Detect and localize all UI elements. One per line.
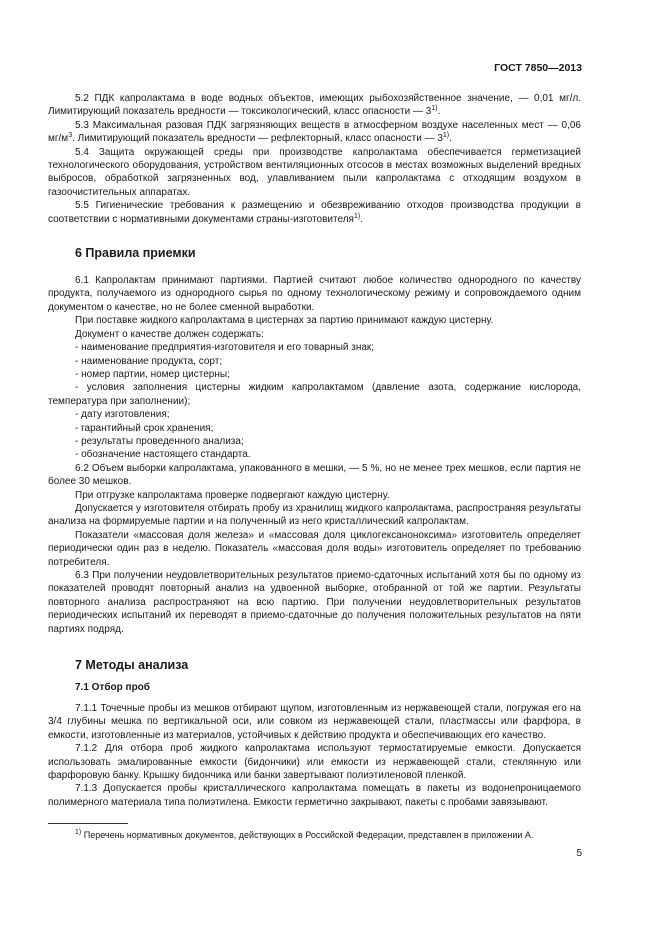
footnote-rule <box>48 823 128 824</box>
para-6-2-indicators: Показатели «массовая доля железа» и «массовая доля циклогексаноноксима» изготовитель определяет периодически один раз в неделю. Показатель «массовая доля воды» изготовитель определяет по требованию потребителя. <box>48 529 581 568</box>
list-item: - наименование продукта, сорт; <box>75 355 223 367</box>
footnote: $^{1)}$ Перечень нормативных документов, действующих в Российской Федерации, представлен в приложении А. <box>75 829 534 840</box>
list-item: - условия заполнения цистерны жидким капролактамом (давление азота, содержание кислорода, температура при заполнении); <box>48 382 581 407</box>
para-5-5: 5.5 Гигиенические требования к размещению и обезвреживанию отходов производства продукции в соответствии с нормативными документами страны-изготовителя$^{1)}$. <box>48 200 581 225</box>
para-7-1-1: 7.1.1 Точечные пробы из мешков отбирают щупом, изготовленным из нержавеющей стали, погружая его на 3/4 глубины мешка по вертикальной оси, или совком из нержавеющей стали, пластмассы или фарфора, в емкости, изготовленные из материалов, устойчивых к действию продукта и обеспечивающих его качество. <box>48 703 581 741</box>
para-5-4: 5.4 Защита окружающей среды при производстве капролактама обеспечивается герметизацией технологического оборудования, устройством вентиляционных отсосов в местах возможных выделений вредных выбросов, обработкой загрязненных вод, улавливанием пыли капролактама с отходящим воздухом в газоочистительных аппаратах. <box>48 146 581 198</box>
para-5-3: 5.3 Максимальная разовая ПДК загрязняющих веществ в атмосферном воздухе населенных мест — 0,06 $мг/м^3$. Лимитирующий показатель вредности — рефлекторный, класс опасности — 3$^{1)}$. <box>48 119 581 145</box>
para-6-3: 6.3 При получении неудовлетворительных результатов приемо-сдаточных испытаний хотя бы по одному из показателей проводят повторный анализ на удвоенной выборке, отобранной от той же партии. Результаты повторного анализа распространяют на всю партию. При получении неудовлетворительных результатов периодических испытаний их переводят в приемо-сдаточные до получения положительных результатов на пяти партиях подряд. <box>48 570 581 635</box>
list-item: - обозначение настоящего стандарта. <box>75 449 251 461</box>
document-header: ГОСТ 7850—2013 <box>494 62 582 74</box>
page-number: 5 <box>576 848 582 859</box>
para-7-1-2: 7.1.2 Для отбора проб жидкого капролактама используют термостатируемые емкости. Допускается использовать эмалированные емкости (бидончики) или емкости из нержавеющей стали, стеклянную или фарфоровую банку. Крышку бидончика или банки завертывают полиэтиленовой пленкой. <box>48 743 581 782</box>
para-6-1-doc: Документ о качестве должен содержать: <box>75 328 264 340</box>
para-6-2-storage: Допускается у изготовителя отбирать пробу из хранилищ жидкого капролактама, распространяя результаты анализа на формируемые партии и на полученный из него кристаллический капролактам. <box>48 502 581 528</box>
para-6-1: 6.1 Капролактам принимают партиями. Партией считают любое количество однородного по качеству продукта, получаемого из однородного сырья по одному технологическому режиму и сопровождаемого одним документом о качестве, но не более сменной выработки. <box>48 275 581 313</box>
para-7-1-3: 7.1.3 Допускается пробы кристаллического капролактама помещать в пакеты из водонепроницаемого полимерного материала типа полиэтилена. Емкости герметично закрывают, пакеты с пробами завязывают. <box>48 783 581 808</box>
para-6-1-tank: При поставке жидкого капролактама в цистернах за партию принимают каждую цистерну. <box>75 315 494 327</box>
list-item: - результаты проведенного анализа; <box>75 435 244 447</box>
para-6-2-tank: При отгрузке капролактама проверке подвергают каждую цистерну. <box>75 489 390 501</box>
doc-contents-list <box>48 341 581 462</box>
page-content <box>48 92 581 809</box>
section-7-1-title: 7.1 Отбор проб <box>75 682 150 694</box>
para-6-2: 6.2 Объем выборки капролактама, упакованного в мешки, — 5 %, но не менее трех мешков, если партия не более 30 мешков. <box>48 462 581 488</box>
list-item: - номер партии, номер цистерны; <box>75 368 230 380</box>
section-7-title: 7 Методы анализа <box>75 658 189 673</box>
list-item: - наименование предприятия-изготовителя и его товарный знак; <box>75 342 375 354</box>
para-5-2: 5.2 ПДК капролактама в воде водных объектов, имеющих рыбохозяйственное значение, — 0,01 мг/л. Лимитирующий показатель вредности — токсикологический, класс опасности — 3$^{1)}$. <box>48 93 581 118</box>
section-6-title: 6 Правила приемки <box>75 246 196 261</box>
list-item: - дату изготовления; <box>75 409 170 421</box>
list-item: - гарантийный срок хранения; <box>75 422 214 434</box>
